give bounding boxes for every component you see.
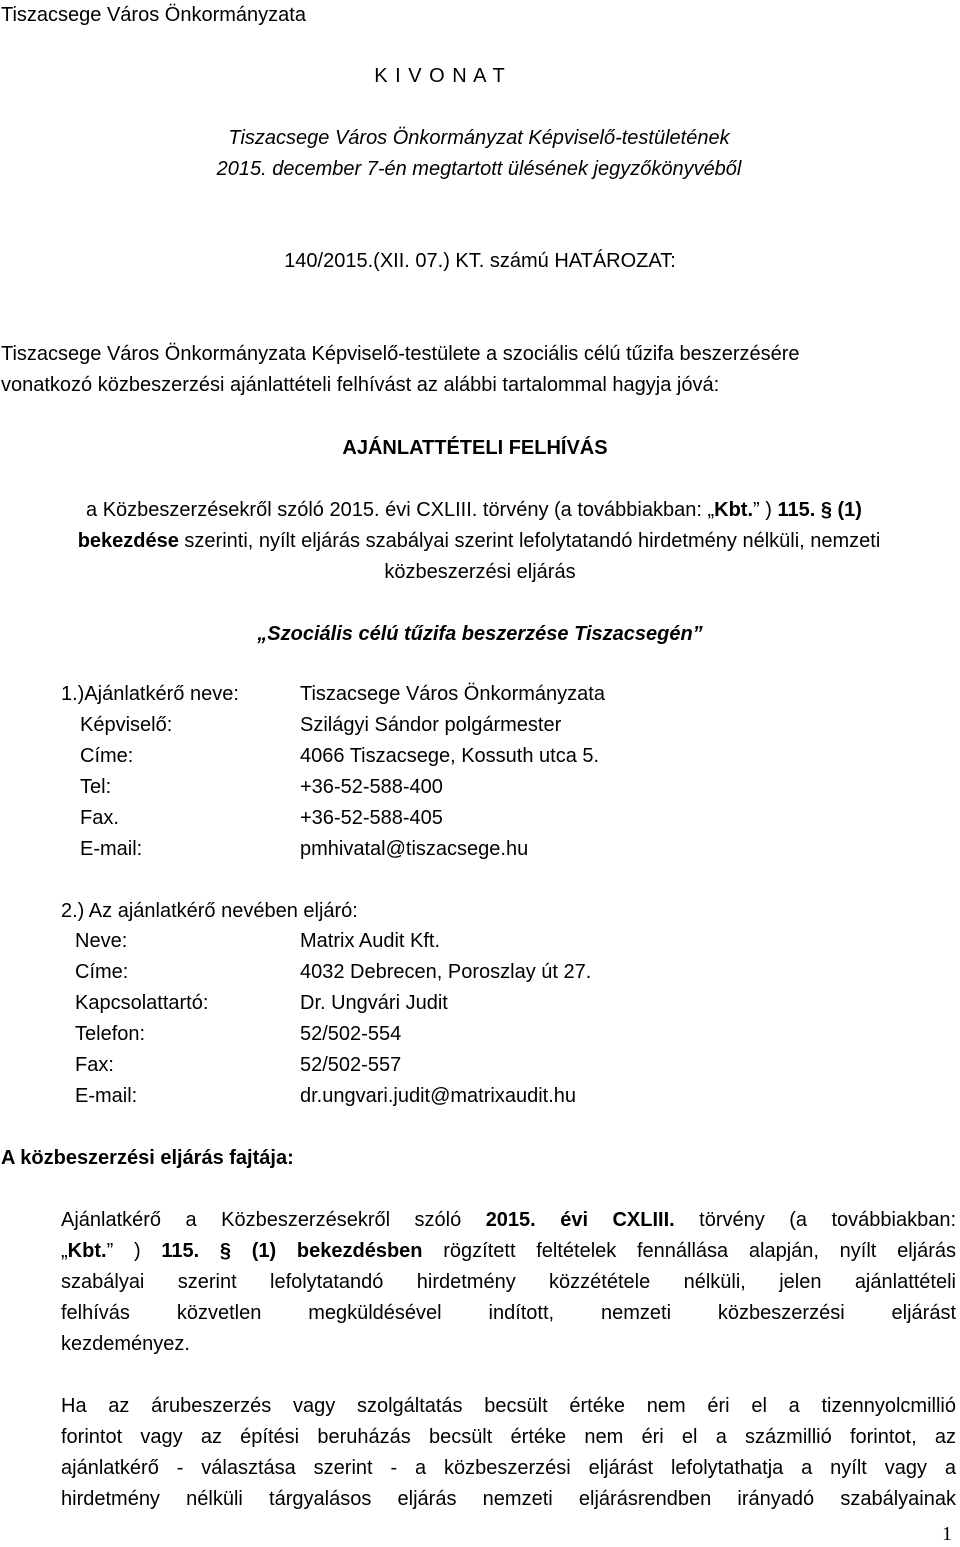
email-value: pmhivatal@tiszacsege.hu (300, 838, 529, 860)
procurement-subject: „Szociális célú tűzifa beszerzése Tiszacsegén” (257, 623, 703, 645)
procedure-p1-line-5: kezdeményez. (61, 1333, 190, 1355)
agent-name-value: Matrix Audit Kft. (300, 930, 441, 952)
agent-section-title: 2.) Az ajánlatkérő nevében eljáró: (61, 900, 358, 922)
procedure-p2-line-4: hirdetmény nélküli tárgyalásos eljárás nemzeti eljárásrendben irányadó szabályainak (61, 1488, 956, 1510)
intro-line-1: Tiszacsege Város Önkormányzata Képviselő-testülete a szociális célú tűzifa beszerzésére (1, 343, 800, 365)
agent-fax-label: Fax: (75, 1054, 114, 1076)
subtitle-line-1: Tiszacsege Város Önkormányzat Képviselő-testületének (228, 127, 730, 149)
organization-header: Tiszacsege Város Önkormányzata (1, 4, 306, 26)
agent-name-label: Neve: (75, 930, 128, 952)
agent-contact-label: Kapcsolattartó: (75, 992, 209, 1014)
agent-fax-value: 52/502-557 (300, 1054, 402, 1076)
phone-label: Tel: (80, 776, 112, 798)
representative-value: Szilágyi Sándor polgármester (300, 714, 562, 736)
procedure-title: A közbeszerzési eljárás fajtája: (1, 1147, 294, 1169)
phone-value: +36-52-588-400 (300, 776, 443, 798)
fax-label: Fax. (80, 807, 119, 829)
legal-basis-line-1: a Közbeszerzésekről szóló 2015. évi CXLIII. törvény (a továbbiakban: „Kbt.” ) 115. § (1) (86, 499, 862, 521)
subtitle-line-2: 2015. december 7-én megtartott ülésének jegyzőkönyvéből (216, 158, 742, 180)
page-number: 1 (942, 1523, 952, 1545)
procedure-p1-line-4: felhívás közvetlen megküldésével indított, nemzeti közbeszerzési eljárást (61, 1302, 956, 1324)
address-label: Címe: (80, 745, 134, 767)
procedure-p1-line-3: szabályai szerint lefolytatandó hirdetmény közzététele nélküli, jelen ajánlattételi (61, 1271, 956, 1293)
procedure-p1-line-2: „Kbt.” ) 115. § (1) bekezdésben rögzített feltételek fennállása alapján, nyílt eljárás (61, 1240, 957, 1262)
agent-phone-value: 52/502-554 (300, 1023, 402, 1045)
agent-address-label: Címe: (75, 961, 129, 983)
procedure-p2-line-2: forintot vagy az építési beruházás becsült értéke nem éri el a százmillió forintot, az (61, 1426, 956, 1448)
authority-name-label: 1.)Ajánlatkérő neve: (61, 683, 239, 705)
agent-phone-label: Telefon: (75, 1023, 146, 1045)
agent-contact-value: Dr. Ungvári Judit (300, 992, 448, 1014)
agent-email-value: dr.ungvari.judit@matrixaudit.hu (300, 1085, 576, 1107)
decision-number: 140/2015.(XII. 07.) KT. számú HATÁROZAT: (284, 250, 676, 272)
fax-value: +36-52-588-405 (300, 807, 443, 829)
address-value: 4066 Tiszacsege, Kossuth utca 5. (300, 745, 600, 767)
procedure-p1-line-1: Ajánlatkérő a Közbeszerzésekről szóló 2015. évi CXLIII. törvény (a továbbiakban: (61, 1209, 956, 1231)
legal-basis-line-3: közbeszerzési eljárás (384, 561, 576, 583)
agent-email-label: E-mail: (75, 1085, 138, 1107)
document-title: K I V O N A T (374, 65, 506, 87)
procedure-p2-line-3: ajánlatkérő - választása szerint - a közbeszerzési eljárást lefolytathatja a nyílt vagy a (61, 1457, 956, 1479)
intro-line-2: vonatkozó közbeszerzési ajánlattételi felhívást az alábbi tartalommal hagyja jóvá: (1, 374, 720, 396)
section-heading: AJÁNLATTÉTELI FELHÍVÁS (342, 437, 608, 459)
legal-basis-line-2: bekezdése szerinti, nyílt eljárás szabályai szerint lefolytatandó hirdetmény nélküli, nemzeti (77, 530, 881, 552)
email-label: E-mail: (80, 838, 143, 860)
procedure-p2-line-1: Ha az árubeszerzés vagy szolgáltatás becsült értéke nem éri el a tizennyolcmillió (61, 1395, 956, 1417)
authority-name-value: Tiszacsege Város Önkormányzata (300, 683, 605, 705)
representative-label: Képviselő: (80, 714, 173, 736)
agent-address-value: 4032 Debrecen, Poroszlay út 27. (300, 961, 592, 983)
